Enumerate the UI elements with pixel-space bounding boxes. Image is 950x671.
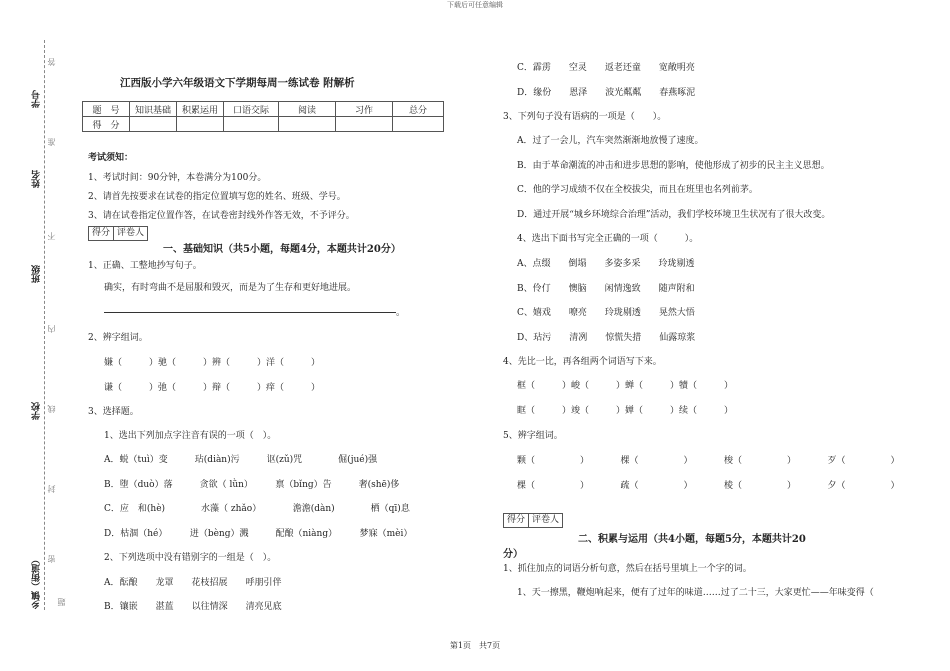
- question-text: 1、天一擦黑，鞭炮响起来，便有了过年的味道……过了二十三，大家更忙——年味变得（: [517, 588, 874, 598]
- sub-question: 1、选出下列加点字注音有误的一项（ ）。: [104, 431, 277, 441]
- grader-reviewer-label: 评卷人: [113, 227, 147, 240]
- question: 5、辨字组词。: [503, 431, 563, 441]
- seal-mark: 准: [47, 138, 56, 146]
- score-header: 总分: [393, 102, 444, 117]
- question: 2、辨字组词。: [88, 333, 148, 343]
- grader-reviewer-label: 评卷人: [528, 514, 562, 527]
- seal-mark: 密: [47, 555, 56, 563]
- option: A．蜕（tuì）变 玷(diàn)污 讴(zǔ)咒 倔(jué)强: [104, 455, 378, 465]
- grader-box: [503, 513, 563, 528]
- option: C．应 和(hè) 水藻（ zhǎo） 澹澹(dàn) 栖（qī)息: [104, 504, 410, 514]
- option: A．酝酿 龙罩 花枝招展 呼朋引伴: [104, 578, 282, 588]
- score-header: 知识基础: [130, 102, 177, 117]
- option: D．缘份 恩泽 波光粼粼 春燕啄泥: [517, 88, 696, 98]
- section2-title: 二、积累与运用（共4小题，每题5分，本题共计20: [578, 534, 806, 545]
- line-end: 。: [396, 308, 406, 318]
- word-row: 棵（ ） 疏（ ） 棱（ ） 夕（ ）: [517, 481, 900, 491]
- seal-mark: 内: [47, 325, 56, 333]
- option: C、嬉戏 嘹亮 玲珑剔透 晃然大悟: [517, 308, 695, 318]
- score-cell[interactable]: [224, 117, 279, 132]
- seal-mark: 线: [47, 405, 56, 413]
- score-table: [82, 101, 444, 132]
- score-cell[interactable]: [279, 117, 336, 132]
- notice-item: 1、考试时间：90分钟，本卷满分为100分。: [88, 173, 267, 183]
- answer-line[interactable]: [104, 312, 396, 313]
- option: D、玷污 清冽 惊慌失措 仙露琼浆: [517, 333, 696, 343]
- word-row: 嫌（ ）驰（ ）辨（ ）洋（ ）: [104, 358, 321, 368]
- option: A、点缀 倒塌 多姿多采 玲珑剔透: [517, 259, 695, 269]
- seal-mark: 不: [47, 232, 56, 240]
- seal-mark: 题: [57, 598, 66, 606]
- word-row: 眶（ ）竣（ ）婵（ ）续（ ）: [517, 406, 734, 416]
- option: D．通过开展“城乡环境综合治理”活动，我们学校环境卫生状况有了很大改变。: [517, 210, 831, 220]
- score-cell[interactable]: [393, 117, 444, 132]
- word-row: 框（ ）峻（ ）蝉（ ）犢（ ）: [517, 381, 734, 391]
- question: 3、选择题。: [88, 407, 139, 417]
- grader-box: [88, 226, 148, 241]
- score-header: 题 号: [83, 102, 130, 117]
- grader-score-label: 得分: [92, 228, 111, 238]
- option: C．霹雳 空灵 返老还童 宽敞明亮: [517, 63, 695, 73]
- page-footer: 第1页 共7页: [449, 641, 501, 650]
- question-text: 确实，有时弯曲不是屈服和毁灭，而是为了生存和更好地进展。: [104, 283, 357, 293]
- side-label-student-id: 学号: [32, 90, 42, 108]
- option: B．镶嵌 湛蓝 以往情深 清亮见底: [104, 602, 282, 612]
- notice-item: 3、请在试卷指定位置作答，在试卷密封线外作答无效，不予评分。: [88, 211, 355, 221]
- side-label-township: 乡镇（街道）: [32, 555, 42, 609]
- section1-title: 一、基础知识（共5小题，每题4分，本题共计20分）: [163, 244, 401, 255]
- option: A．过了一会儿，汽车突然渐渐地放慢了速度。: [517, 136, 704, 146]
- word-row: 颗（ ） 棵（ ） 梭（ ） 歹（ ）: [517, 456, 900, 466]
- word-row: 谦（ ）弛（ ）辩（ ）痒（ ）: [104, 383, 321, 393]
- score-cell[interactable]: [177, 117, 224, 132]
- seal-mark: 答: [47, 58, 56, 66]
- binding-line: [44, 40, 45, 610]
- option: D．枯涸（hé） 迸（bèng）溅 配酿（niàng） 梦寐（mèi）: [104, 529, 413, 539]
- seal-mark: 封: [47, 485, 56, 493]
- sub-question: 3、下列句子没有语病的一项是（ ）。: [503, 112, 667, 122]
- question: 1、抓住加点的词语分析句意，然后在括号里填上一个字的词。: [503, 564, 752, 574]
- exam-title: 江西版小学六年级语文下学期每周一练试卷 附解析: [120, 77, 355, 89]
- option: B．堕（duò）落 贪欲（ lǜn） 禀（bǐng）告 奢(shē)侈: [104, 480, 400, 490]
- top-note: 下载后可任意编辑: [447, 1, 503, 9]
- question: 4、先比一比，再各组两个词语写下来。: [503, 357, 662, 367]
- score-header: 口语交际: [224, 102, 279, 117]
- notice-item: 2、请首先按要求在试卷的指定位置填写您的姓名、班级、学号。: [88, 192, 346, 202]
- option: B．由于革命潮流的冲击和进步思想的影响，使他形成了初步的民主主义思想。: [517, 161, 830, 171]
- option: B、伶仃 懊脑 闲情逸致 随声附和: [517, 284, 695, 294]
- score-header: 积累运用: [177, 102, 224, 117]
- score-row-label: 得 分: [83, 117, 130, 132]
- score-header: 阅读: [279, 102, 336, 117]
- question: 1、正确、工整地抄写句子。: [88, 261, 202, 271]
- notice-heading: 考试须知：: [88, 153, 134, 163]
- sub-question: 2、下列选项中没有错别字的一组是（ ）。: [104, 553, 277, 563]
- section2-title-tail: 分）: [503, 549, 523, 560]
- sub-question: 4、选出下面书写完全正确的一项（ ）。: [517, 234, 699, 244]
- side-label-name: 姓名: [32, 170, 42, 188]
- option: C．他的学习成绩不仅在全校拔尖，而且在班里也名列前茅。: [517, 185, 758, 195]
- side-label-class: 班级: [32, 265, 42, 283]
- side-label-school: 学校: [32, 402, 42, 420]
- score-cell[interactable]: [336, 117, 393, 132]
- score-cell[interactable]: [130, 117, 177, 132]
- score-header: 习作: [336, 102, 393, 117]
- grader-score-label: 得分: [507, 515, 526, 525]
